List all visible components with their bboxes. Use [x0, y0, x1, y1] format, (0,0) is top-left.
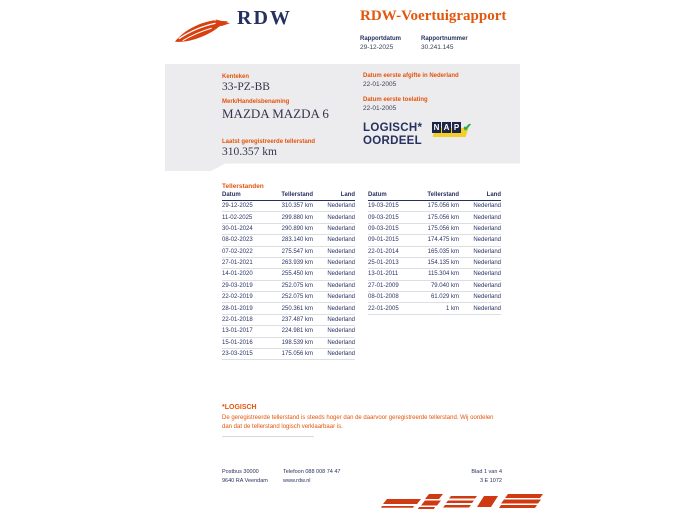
table-header-row [222, 192, 355, 201]
cell-datum: 22-01-2014 [368, 246, 415, 257]
cell-datum: 13-01-2011 [368, 269, 415, 280]
cell-land: Nederland [313, 269, 355, 280]
cell-land: Nederland [459, 303, 501, 314]
footer-address [222, 468, 268, 486]
rdw-eagle-logo-icon [173, 14, 231, 48]
nap-letter: A [443, 123, 450, 132]
cell-datum: 14-01-2020 [222, 269, 269, 280]
cell-land: Nederland [313, 257, 355, 268]
column-header-datum: Datum [368, 192, 415, 201]
footnote-divider [222, 436, 314, 437]
page-title: RDW-Voertuigrapport [360, 8, 507, 24]
cell-tellerstand: 252.075 km [269, 280, 313, 291]
merk-label: Merk/Handelsbenaming [222, 99, 290, 105]
cell-datum: 11-02-2025 [222, 212, 269, 223]
cell-tellerstand: 175.056 km [415, 223, 459, 234]
cell-land: Nederland [313, 314, 355, 325]
footer-address-line2: 9640 RA Veendam [222, 478, 268, 484]
table-header-row [368, 192, 501, 201]
table-row [368, 257, 501, 268]
cell-land: Nederland [313, 348, 355, 359]
cell-tellerstand: 165.035 km [415, 246, 459, 257]
table-row [222, 292, 355, 303]
footer-contact [283, 468, 341, 486]
report-date-label: Rapportdatum [360, 36, 401, 42]
table-row [222, 337, 355, 348]
footer-page-number: Blad 1 van 4 [471, 469, 502, 475]
cell-datum: 13-01-2017 [222, 326, 269, 337]
cell-tellerstand: 237.487 km [269, 314, 313, 325]
cell-datum: 29-03-2019 [222, 280, 269, 291]
table-row [222, 280, 355, 291]
cell-datum: 08-01-2008 [368, 292, 415, 303]
cell-datum: 25-01-2013 [368, 257, 415, 268]
footnote-title: *LOGISCH [222, 404, 257, 411]
cell-land: Nederland [313, 212, 355, 223]
column-header-tellerstand: Tellerstand [269, 192, 313, 201]
kenteken-value: 33-PZ-BB [222, 81, 270, 93]
merk-value: MAZDA MAZDA 6 [222, 106, 329, 121]
cell-datum: 30-01-2024 [222, 223, 269, 234]
rdw-wordmark: RDW [237, 7, 292, 29]
table-row [222, 212, 355, 223]
cell-tellerstand: 224.981 km [269, 326, 313, 337]
odometer-table-left [222, 192, 355, 360]
table-row [368, 235, 501, 246]
cell-datum: 22-02-2019 [222, 292, 269, 303]
table-row [368, 223, 501, 234]
oordeel-line2: OORDEEL [363, 135, 422, 147]
report-number-label: Rapportnummer [421, 36, 468, 42]
column-header-tellerstand: Tellerstand [415, 192, 459, 201]
cell-tellerstand: 174.475 km [415, 235, 459, 246]
cell-datum: 27-01-2009 [368, 280, 415, 291]
cell-datum: 22-01-2018 [222, 314, 269, 325]
column-header-land: Land [313, 192, 355, 201]
cell-datum: 29-12-2025 [222, 201, 269, 212]
cell-land: Nederland [313, 235, 355, 246]
cell-land: Nederland [313, 292, 355, 303]
afgifte-label: Datum eerste afgifte in Nederland [363, 73, 459, 79]
tellerstand-label: Laatst geregistreerde tellerstand [222, 139, 316, 145]
kenteken-label: Kenteken [222, 74, 250, 80]
table-row [222, 246, 355, 257]
cell-land: Nederland [459, 280, 501, 291]
footer-phone: Telefoon 088 008 74 47 [283, 469, 341, 475]
table-row [222, 303, 355, 314]
cell-land: Nederland [313, 303, 355, 314]
table-row [222, 269, 355, 280]
table-row [222, 223, 355, 234]
cell-tellerstand: 175.056 km [415, 201, 459, 212]
table-row [222, 257, 355, 268]
cell-datum: 23-03-2015 [222, 348, 269, 359]
oordeel-line1: LOGISCH* [363, 122, 423, 134]
nap-letter: P [453, 123, 460, 132]
table-row [222, 326, 355, 337]
report-date-value: 29-12-2025 [360, 44, 394, 51]
cell-tellerstand: 115.304 km [415, 269, 459, 280]
table-row [368, 303, 501, 314]
cell-datum: 27-01-2021 [222, 257, 269, 268]
cell-land: Nederland [313, 326, 355, 337]
table-row [368, 269, 501, 280]
cell-land: Nederland [459, 292, 501, 303]
cell-tellerstand: 299.880 km [269, 212, 313, 223]
cell-datum: 09-01-2015 [368, 235, 415, 246]
toelating-value: 22-01-2005 [363, 105, 397, 112]
report-number-value: 30.241.145 [421, 44, 454, 51]
cell-land: Nederland [459, 257, 501, 268]
cell-land: Nederland [313, 280, 355, 291]
footer-website: www.rdw.nl [283, 478, 311, 484]
oordeel-text [363, 122, 422, 148]
footer-form-code: 3 E 1072 [479, 478, 502, 484]
tellerstand-value: 310.357 km [222, 146, 277, 158]
tellerstanden-title: Tellerstanden [222, 183, 264, 190]
cell-datum: 08-02-2023 [222, 235, 269, 246]
cell-tellerstand: 263.939 km [269, 257, 313, 268]
cell-tellerstand: 1 km [415, 303, 459, 314]
cell-datum: 15-01-2016 [222, 337, 269, 348]
cell-tellerstand: 283.140 km [269, 235, 313, 246]
table-row [368, 280, 501, 291]
nap-logo [432, 122, 470, 139]
table-row [368, 246, 501, 257]
nap-letter: N [433, 123, 440, 132]
cell-land: Nederland [459, 235, 501, 246]
cell-tellerstand: 290.890 km [269, 223, 313, 234]
cell-datum: 09-03-2015 [368, 223, 415, 234]
vehicle-summary-panel [165, 64, 520, 171]
cell-land: Nederland [313, 337, 355, 348]
table-row [222, 314, 355, 325]
speed-stripes-graphic [374, 491, 546, 512]
cell-tellerstand: 61.029 km [415, 292, 459, 303]
afgifte-value: 22-01-2005 [363, 81, 397, 88]
table-row [368, 201, 501, 212]
checkmark-icon: ✔ [462, 122, 472, 134]
cell-tellerstand: 198.539 km [269, 337, 313, 348]
table-row [222, 201, 355, 212]
table-row [368, 292, 501, 303]
cell-datum: 28-01-2019 [222, 303, 269, 314]
column-header-land: Land [459, 192, 501, 201]
cell-land: Nederland [313, 201, 355, 212]
cell-land: Nederland [313, 246, 355, 257]
toelating-label: Datum eerste toelating [363, 97, 428, 103]
cell-land: Nederland [459, 269, 501, 280]
cell-datum: 19-03-2015 [368, 201, 415, 212]
cell-tellerstand: 255.450 km [269, 269, 313, 280]
cell-tellerstand: 154.135 km [415, 257, 459, 268]
column-header-datum: Datum [222, 192, 269, 201]
cell-tellerstand: 275.547 km [269, 246, 313, 257]
cell-datum: 22-01-2005 [368, 303, 415, 314]
cell-land: Nederland [459, 201, 501, 212]
cell-land: Nederland [459, 212, 501, 223]
cell-land: Nederland [459, 246, 501, 257]
cell-land: Nederland [313, 223, 355, 234]
table-row [368, 212, 501, 223]
table-row [222, 348, 355, 359]
cell-tellerstand: 175.056 km [269, 348, 313, 359]
cell-tellerstand: 252.075 km [269, 292, 313, 303]
cell-datum: 07-02-2022 [222, 246, 269, 257]
footnote-text: De geregistreerde tellerstand is steeds hoger dan de daarvoor geregistreerde tellerstand. Wij oordelen dan dat de tellerstand logisch verklaarbaar is. [222, 415, 494, 430]
odometer-table-right [368, 192, 501, 315]
cell-tellerstand: 250.361 km [269, 303, 313, 314]
footer-paging [430, 468, 502, 486]
footer-address-line1: Postbus 30000 [222, 469, 259, 475]
report-number-block [421, 36, 468, 51]
cell-tellerstand: 310.357 km [269, 201, 313, 212]
cell-tellerstand: 79.040 km [415, 280, 459, 291]
report-date-block [360, 36, 401, 51]
cell-tellerstand: 175.056 km [415, 212, 459, 223]
table-row [222, 235, 355, 246]
cell-datum: 09-03-2015 [368, 212, 415, 223]
cell-land: Nederland [459, 223, 501, 234]
